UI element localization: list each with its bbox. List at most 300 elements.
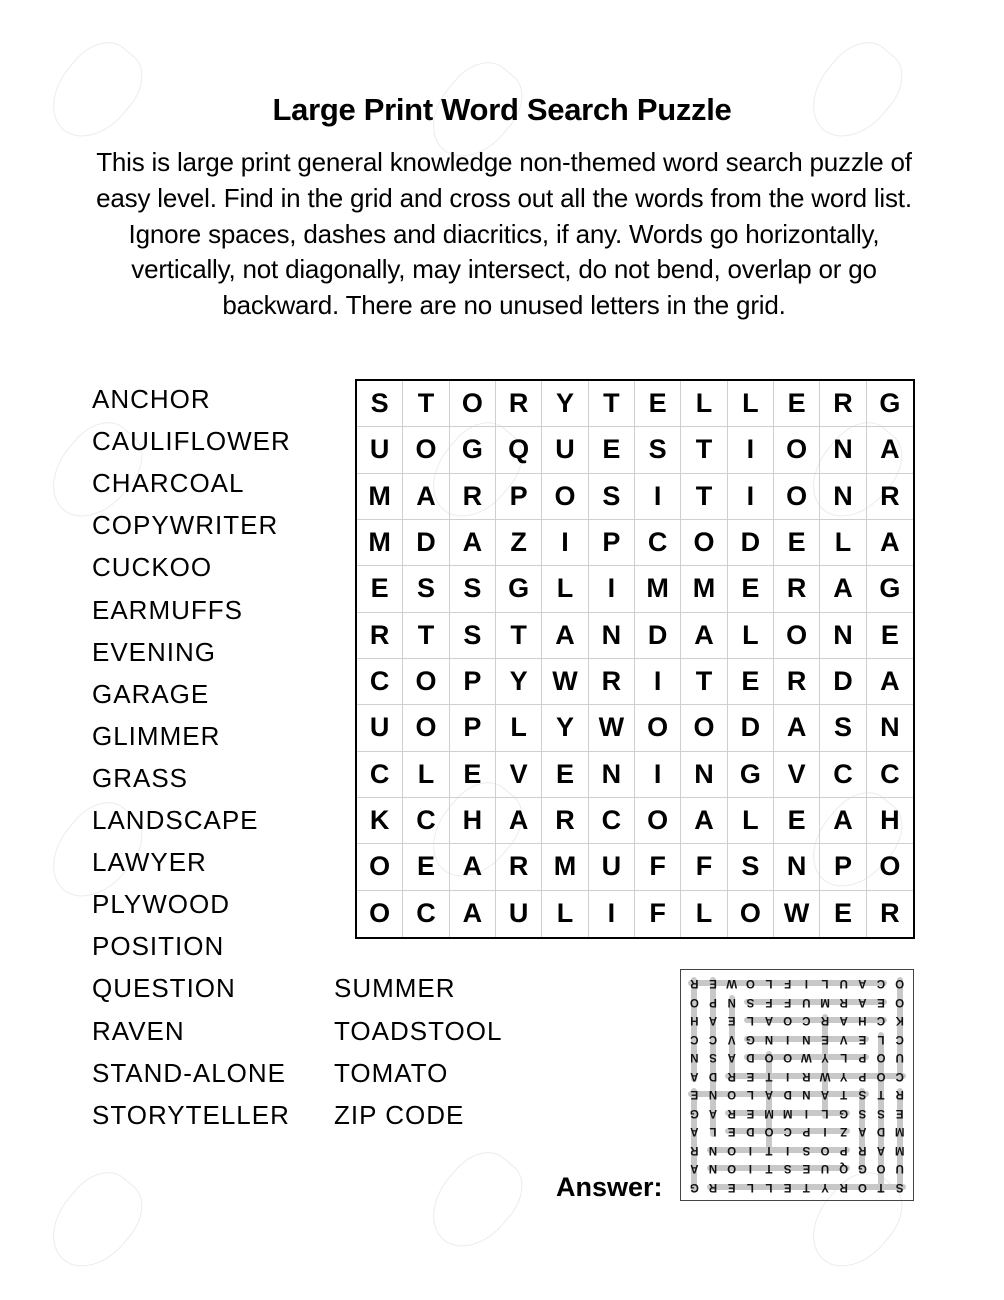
grid-cell[interactable]: O bbox=[403, 659, 449, 705]
grid-cell[interactable]: A bbox=[867, 520, 913, 566]
answer-cell: A bbox=[876, 1143, 886, 1156]
grid-cell[interactable]: A bbox=[820, 798, 866, 844]
answer-cell: E bbox=[746, 1069, 755, 1082]
answer-cell: L bbox=[821, 977, 829, 990]
answer-cell: M bbox=[894, 1125, 905, 1138]
answer-cell: T bbox=[765, 1069, 773, 1082]
answer-cell: C bbox=[895, 1069, 904, 1082]
grid-cell[interactable]: C bbox=[820, 752, 866, 798]
answer-cell: O bbox=[857, 1180, 867, 1193]
answer-cell: A bbox=[839, 1014, 848, 1027]
grid-cell[interactable]: N bbox=[774, 844, 820, 890]
answer-cell: S bbox=[783, 1162, 792, 1175]
word-list-item: GLIMMER bbox=[92, 720, 221, 751]
answer-cell: T bbox=[765, 1162, 773, 1175]
answer-cell: H bbox=[858, 1014, 867, 1027]
grid-cell[interactable]: S bbox=[403, 566, 449, 612]
grid-cell[interactable]: A bbox=[681, 613, 727, 659]
answer-cell: D bbox=[746, 1125, 755, 1138]
answer-cell: C bbox=[708, 1032, 718, 1045]
grid-cell[interactable]: I bbox=[728, 427, 774, 473]
answer-cell: R bbox=[690, 977, 699, 990]
grid-cell[interactable]: E bbox=[867, 613, 913, 659]
grid-cell[interactable]: E bbox=[774, 798, 820, 844]
answer-cell: A bbox=[708, 1106, 718, 1119]
instructions-text: This is large print general knowledge non-themed word search puzzle of easy level. Find in the grid and cross out all the words from the word list. Ignore spaces, dashes and diacritics, if any. Words go horizontally, vertically, not diagonally, may intersect, do not bend, overlap or go backward. There are no unused letters in the grid. bbox=[96, 147, 912, 321]
grid-cell[interactable]: C bbox=[403, 891, 449, 937]
grid-cell[interactable]: O bbox=[450, 381, 496, 427]
answer-cell: T bbox=[877, 1180, 885, 1193]
grid-cell[interactable]: A bbox=[681, 798, 727, 844]
answer-cell: Y bbox=[839, 1069, 848, 1082]
answer-cell: A bbox=[820, 1088, 830, 1101]
grid-cell[interactable]: D bbox=[728, 520, 774, 566]
grid-cell[interactable]: D bbox=[635, 613, 681, 659]
page-title: Large Print Word Search Puzzle bbox=[272, 92, 732, 127]
answer-cell: K bbox=[895, 1014, 904, 1027]
grid-cell[interactable]: E bbox=[635, 381, 681, 427]
answer-cell: E bbox=[783, 1180, 792, 1193]
grid-cell[interactable]: L bbox=[542, 891, 588, 937]
grid-cell[interactable]: A bbox=[450, 844, 496, 890]
grid-cell[interactable]: I bbox=[635, 752, 681, 798]
grid-cell[interactable]: W bbox=[589, 705, 635, 751]
grid-cell[interactable]: R bbox=[589, 659, 635, 705]
grid-cell[interactable]: R bbox=[450, 474, 496, 520]
grid-cell[interactable]: P bbox=[820, 844, 866, 890]
grid-cell[interactable]: D bbox=[728, 705, 774, 751]
answer-cell: O bbox=[764, 1125, 774, 1138]
answer-cell: U bbox=[839, 977, 848, 990]
answer-cell: O bbox=[783, 1014, 793, 1027]
answer-cell: C bbox=[876, 1014, 886, 1027]
grid-cell[interactable]: S bbox=[450, 613, 496, 659]
grid-cell[interactable]: O bbox=[403, 427, 449, 473]
answer-cell: A bbox=[858, 1125, 867, 1138]
answer-cell: R bbox=[727, 1069, 736, 1082]
grid-cell[interactable]: D bbox=[820, 659, 866, 705]
answer-cell: L bbox=[746, 1088, 754, 1101]
grid-cell[interactable]: L bbox=[728, 381, 774, 427]
answer-cell: C bbox=[895, 1032, 904, 1045]
word-list-item: GARAGE bbox=[92, 678, 210, 709]
grid-cell[interactable]: I bbox=[635, 474, 681, 520]
answer-cell: I bbox=[786, 1032, 790, 1045]
grid-cell[interactable]: R bbox=[357, 613, 403, 659]
grid-cell[interactable]: P bbox=[450, 659, 496, 705]
answer-cell: C bbox=[876, 977, 886, 990]
answer-cell: V bbox=[727, 1032, 736, 1045]
grid-cell[interactable]: C bbox=[403, 798, 449, 844]
grid-cell[interactable]: T bbox=[496, 613, 542, 659]
puzzle-grid bbox=[355, 379, 915, 939]
grid-cell[interactable]: Y bbox=[542, 381, 588, 427]
grid-cell[interactable]: U bbox=[589, 844, 635, 890]
answer-cell: L bbox=[877, 1032, 885, 1045]
answer-cell: E bbox=[858, 1032, 867, 1045]
grid-cell[interactable]: W bbox=[774, 891, 820, 937]
answer-cell: N bbox=[690, 1051, 699, 1064]
grid-cell[interactable]: L bbox=[820, 520, 866, 566]
grid-cell[interactable]: S bbox=[589, 474, 635, 520]
answer-cell: E bbox=[727, 1014, 736, 1027]
answer-cell: L bbox=[765, 1180, 773, 1193]
answer-cell: L bbox=[840, 1051, 848, 1064]
grid-cell[interactable]: E bbox=[357, 566, 403, 612]
word-list-item: STORYTELLER bbox=[92, 1099, 290, 1130]
answer-cell: R bbox=[802, 1069, 811, 1082]
answer-cell: I bbox=[804, 1106, 808, 1119]
word-list-item: COPYWRITER bbox=[92, 510, 279, 541]
answer-cell: I bbox=[748, 1143, 752, 1156]
grid-cell[interactable]: H bbox=[450, 798, 496, 844]
answer-cell: U bbox=[820, 1162, 830, 1175]
grid-cell[interactable]: L bbox=[728, 613, 774, 659]
grid-cell[interactable]: O bbox=[635, 705, 681, 751]
grid-cell[interactable]: I bbox=[542, 520, 588, 566]
grid-cell[interactable]: U bbox=[357, 427, 403, 473]
grid-cell[interactable]: N bbox=[589, 613, 635, 659]
answer-cell: O bbox=[876, 1162, 886, 1175]
grid-cell[interactable]: A bbox=[496, 798, 542, 844]
answer-cell: E bbox=[802, 1162, 811, 1175]
answer-cell: T bbox=[840, 1088, 848, 1101]
grid-cell[interactable]: M bbox=[357, 520, 403, 566]
word-list-item: ZIP CODE bbox=[334, 1099, 465, 1130]
grid-cell[interactable]: A bbox=[403, 474, 449, 520]
grid-cell[interactable]: O bbox=[542, 474, 588, 520]
grid-cell[interactable]: E bbox=[589, 427, 635, 473]
grid-cell[interactable]: L bbox=[403, 752, 449, 798]
grid-cell[interactable]: V bbox=[496, 752, 542, 798]
answer-cell: R bbox=[708, 1180, 718, 1193]
grid-cell[interactable]: G bbox=[496, 566, 542, 612]
grid-cell[interactable]: G bbox=[867, 381, 913, 427]
answer-cell: L bbox=[709, 1125, 717, 1138]
word-list-item: EVENING bbox=[92, 636, 217, 667]
answer-cell: P bbox=[858, 1051, 867, 1064]
answer-cell: W bbox=[819, 1069, 831, 1082]
answer-cell: N bbox=[727, 995, 736, 1008]
word-list-item: QUESTION bbox=[92, 973, 236, 1004]
answer-cell: E bbox=[895, 1106, 904, 1119]
answer-cell: S bbox=[858, 1088, 867, 1101]
grid-cell[interactable]: N bbox=[820, 427, 866, 473]
grid-cell[interactable]: S bbox=[820, 705, 866, 751]
grid-cell[interactable]: E bbox=[542, 752, 588, 798]
grid-cell[interactable]: R bbox=[774, 566, 820, 612]
answer-cell: R bbox=[727, 1106, 736, 1119]
grid-cell[interactable]: H bbox=[867, 798, 913, 844]
grid-cell[interactable]: V bbox=[774, 752, 820, 798]
answer-cell: O bbox=[727, 1162, 737, 1175]
answer-cell: A bbox=[690, 1069, 699, 1082]
word-list-item: LANDSCAPE bbox=[92, 805, 259, 835]
grid-cell[interactable]: I bbox=[589, 566, 635, 612]
grid-cell[interactable]: Y bbox=[496, 659, 542, 705]
grid-cell[interactable]: L bbox=[496, 705, 542, 751]
answer-cell: P bbox=[709, 995, 717, 1008]
grid-cell[interactable]: N bbox=[820, 474, 866, 520]
grid-cell[interactable]: O bbox=[728, 891, 774, 937]
grid-cell[interactable]: O bbox=[681, 520, 727, 566]
answer-cell: Q bbox=[839, 1162, 849, 1175]
grid-cell[interactable]: N bbox=[867, 705, 913, 751]
grid-cell[interactable]: L bbox=[728, 798, 774, 844]
answer-label: Answer: bbox=[556, 1172, 663, 1202]
answer-cell: D bbox=[783, 1088, 792, 1101]
answer-key-grid bbox=[680, 969, 914, 1201]
grid-cell[interactable]: S bbox=[357, 381, 403, 427]
grid-cell[interactable]: Y bbox=[542, 705, 588, 751]
word-list-item: PLYWOOD bbox=[92, 889, 230, 920]
grid-cell[interactable]: L bbox=[681, 381, 727, 427]
answer-cell: R bbox=[820, 1014, 830, 1027]
answer-cell: G bbox=[839, 1106, 849, 1119]
grid-cell[interactable]: T bbox=[403, 613, 449, 659]
word-list-item: CHARCOAL bbox=[92, 468, 245, 499]
grid-cell[interactable]: E bbox=[774, 520, 820, 566]
answer-cell: O bbox=[764, 1051, 774, 1064]
answer-cell: G bbox=[857, 1162, 867, 1175]
answer-cell: O bbox=[876, 1051, 886, 1064]
word-list-item: STAND-ALONE bbox=[92, 1057, 286, 1088]
grid-cell[interactable]: U bbox=[542, 427, 588, 473]
answer-cell: R bbox=[858, 1143, 867, 1156]
grid-cell[interactable]: C bbox=[635, 520, 681, 566]
word-list-item: SUMMER bbox=[334, 973, 456, 1004]
grid-cell[interactable]: I bbox=[728, 474, 774, 520]
grid-cell[interactable]: G bbox=[728, 752, 774, 798]
grid-cell[interactable]: N bbox=[681, 752, 727, 798]
answer-key-cells bbox=[685, 974, 909, 1196]
grid-cell[interactable]: S bbox=[728, 844, 774, 890]
answer-cell: M bbox=[782, 1106, 793, 1119]
answer-cell: G bbox=[689, 1106, 699, 1119]
grid-cell[interactable]: E bbox=[728, 659, 774, 705]
grid-cell[interactable]: N bbox=[820, 613, 866, 659]
answer-cell: D bbox=[746, 1051, 755, 1064]
answer-cell: A bbox=[858, 977, 867, 990]
word-list-item: TOMATO bbox=[334, 1057, 449, 1088]
grid-cell[interactable]: U bbox=[357, 705, 403, 751]
answer-cell: U bbox=[895, 1162, 904, 1175]
grid-cell[interactable]: T bbox=[681, 659, 727, 705]
answer-cell: T bbox=[877, 1088, 885, 1101]
grid-cell[interactable]: A bbox=[450, 891, 496, 937]
grid-cell[interactable]: G bbox=[867, 566, 913, 612]
grid-cell[interactable]: T bbox=[681, 427, 727, 473]
grid-cell[interactable]: S bbox=[450, 566, 496, 612]
grid-cell[interactable]: N bbox=[589, 752, 635, 798]
answer-cell: S bbox=[802, 1143, 811, 1156]
answer-cell: A bbox=[727, 1051, 736, 1064]
watermark-icon bbox=[796, 29, 917, 153]
grid-cell[interactable]: O bbox=[774, 427, 820, 473]
answer-cell: A bbox=[764, 1088, 774, 1101]
grid-cell[interactable]: A bbox=[867, 659, 913, 705]
answer-cell: O bbox=[727, 1088, 737, 1101]
grid-cell[interactable]: R bbox=[496, 381, 542, 427]
answer-cell: A bbox=[764, 1014, 774, 1027]
word-list-item: LAWYER bbox=[92, 847, 207, 878]
grid-cell[interactable]: K bbox=[357, 798, 403, 844]
grid-cell[interactable]: E bbox=[728, 566, 774, 612]
grid-cell[interactable]: A bbox=[450, 520, 496, 566]
grid-cell[interactable]: Q bbox=[496, 427, 542, 473]
answer-cell: S bbox=[877, 1106, 885, 1119]
answer-cell: C bbox=[690, 1032, 699, 1045]
word-list-item: TOADSTOOL bbox=[334, 1015, 503, 1046]
answer-cell: I bbox=[804, 977, 808, 990]
answer-cell: Y bbox=[821, 1051, 829, 1064]
grid-cell[interactable]: A bbox=[542, 613, 588, 659]
answer-cell: D bbox=[708, 1069, 718, 1082]
answer-cell: N bbox=[764, 1032, 774, 1045]
answer-cell: Z bbox=[840, 1125, 848, 1138]
grid-cell[interactable]: M bbox=[681, 566, 727, 612]
answer-cell: N bbox=[708, 1143, 718, 1156]
answer-cell: A bbox=[708, 1014, 718, 1027]
watermark-icon bbox=[416, 1139, 537, 1263]
answer-cell: E bbox=[727, 1125, 736, 1138]
answer-cell: R bbox=[690, 1143, 699, 1156]
grid-cell[interactable]: O bbox=[774, 474, 820, 520]
grid-cell[interactable]: T bbox=[403, 381, 449, 427]
answer-cell: I bbox=[748, 1162, 752, 1175]
answer-cell: F bbox=[784, 995, 792, 1008]
answer-cell: C bbox=[783, 1125, 792, 1138]
answer-cell: O bbox=[689, 995, 699, 1008]
word-list-item: CUCKOO bbox=[92, 552, 213, 583]
answer-cell: U bbox=[802, 995, 811, 1008]
answer-cell: A bbox=[690, 1162, 699, 1175]
grid-cell[interactable]: R bbox=[820, 381, 866, 427]
answer-cell: F bbox=[784, 977, 792, 990]
answer-cell: R bbox=[839, 1180, 848, 1193]
answer-cell: I bbox=[823, 1125, 827, 1138]
grid-cell[interactable]: T bbox=[589, 381, 635, 427]
grid-cell[interactable]: A bbox=[867, 427, 913, 473]
grid-cell[interactable]: L bbox=[542, 566, 588, 612]
answer-cell: T bbox=[802, 1180, 810, 1193]
grid-cell[interactable]: P bbox=[450, 705, 496, 751]
answer-cell: E bbox=[821, 1032, 829, 1045]
grid-cell[interactable]: C bbox=[589, 798, 635, 844]
answer-cell: R bbox=[839, 995, 848, 1008]
answer-cell: F bbox=[765, 995, 773, 1008]
grid-cell[interactable]: R bbox=[542, 798, 588, 844]
answer-cell: A bbox=[690, 1125, 699, 1138]
grid-cell[interactable]: F bbox=[635, 891, 681, 937]
answer-cell: S bbox=[709, 1051, 717, 1064]
grid-cell[interactable]: G bbox=[450, 427, 496, 473]
answer-cell: U bbox=[895, 1051, 904, 1064]
watermark-icon bbox=[36, 29, 157, 153]
answer-cell: S bbox=[895, 1180, 904, 1193]
grid-cell[interactable]: R bbox=[774, 659, 820, 705]
answer-cell: E bbox=[709, 977, 717, 990]
grid-cell[interactable]: F bbox=[635, 844, 681, 890]
answer-cell: I bbox=[786, 1069, 790, 1082]
grid-cell[interactable]: O bbox=[681, 705, 727, 751]
grid-cell[interactable]: E bbox=[820, 891, 866, 937]
grid-cell[interactable]: R bbox=[867, 474, 913, 520]
answer-cell: D bbox=[876, 1125, 886, 1138]
answer-cell: V bbox=[839, 1032, 848, 1045]
answer-cell: S bbox=[858, 1106, 867, 1119]
answer-cell: L bbox=[765, 977, 773, 990]
grid-cell[interactable]: F bbox=[681, 844, 727, 890]
answer-cell: H bbox=[690, 1014, 699, 1027]
answer-cell: E bbox=[690, 1088, 699, 1101]
grid-cell[interactable]: C bbox=[357, 659, 403, 705]
grid-cell[interactable]: I bbox=[589, 891, 635, 937]
grid-cell[interactable]: C bbox=[867, 752, 913, 798]
grid-cell[interactable]: O bbox=[867, 844, 913, 890]
answer-cell: N bbox=[708, 1162, 718, 1175]
grid-cell[interactable]: O bbox=[403, 705, 449, 751]
answer-cell: P bbox=[858, 1069, 867, 1082]
answer-cell: S bbox=[746, 995, 755, 1008]
answer-cell: O bbox=[895, 977, 905, 990]
answer-cell: L bbox=[821, 1106, 829, 1119]
word-list-item: GRASS bbox=[92, 762, 189, 793]
grid-cell[interactable]: E bbox=[450, 752, 496, 798]
answer-cell: P bbox=[802, 1125, 811, 1138]
grid-cell[interactable]: A bbox=[774, 705, 820, 751]
grid-cell[interactable]: R bbox=[496, 844, 542, 890]
word-list-item: POSITION bbox=[92, 931, 225, 962]
grid-cell[interactable]: S bbox=[635, 427, 681, 473]
answer-cell: M bbox=[764, 1106, 774, 1119]
answer-cell: O bbox=[895, 995, 905, 1008]
grid-cell[interactable]: O bbox=[357, 844, 403, 890]
answer-cell: R bbox=[895, 1088, 904, 1101]
grid-cell[interactable]: O bbox=[357, 891, 403, 937]
answer-cell: M bbox=[894, 1143, 905, 1156]
grid-cell[interactable]: W bbox=[542, 659, 588, 705]
grid-cell[interactable]: U bbox=[496, 891, 542, 937]
grid-cell[interactable]: P bbox=[496, 474, 542, 520]
answer-cell: P bbox=[839, 1143, 848, 1156]
answer-cell: M bbox=[820, 995, 830, 1008]
grid-cell[interactable]: L bbox=[681, 891, 727, 937]
grid-cell[interactable]: M bbox=[357, 474, 403, 520]
grid-cell[interactable]: R bbox=[880, 898, 900, 929]
answer-cell: O bbox=[783, 1051, 793, 1064]
grid-cell[interactable]: T bbox=[681, 474, 727, 520]
grid-cell[interactable]: E bbox=[774, 381, 820, 427]
grid-cell[interactable]: A bbox=[820, 566, 866, 612]
grid-cell[interactable]: O bbox=[774, 613, 820, 659]
grid-cell[interactable]: C bbox=[357, 752, 403, 798]
grid-cell[interactable]: Z bbox=[496, 520, 542, 566]
grid-cell[interactable]: P bbox=[589, 520, 635, 566]
answer-cell: I bbox=[786, 1143, 790, 1156]
answer-cell: A bbox=[858, 995, 867, 1008]
grid-cell[interactable]: I bbox=[635, 659, 681, 705]
grid-cell[interactable]: E bbox=[403, 844, 449, 890]
answer-cell: O bbox=[820, 1143, 830, 1156]
answer-cell: C bbox=[802, 1014, 811, 1027]
grid-cell[interactable]: D bbox=[403, 520, 449, 566]
word-list-item: ANCHOR bbox=[92, 384, 211, 414]
grid-cell[interactable]: M bbox=[542, 844, 588, 890]
answer-cell: W bbox=[726, 977, 738, 990]
grid-cell[interactable]: O bbox=[635, 798, 681, 844]
grid-cell[interactable]: M bbox=[635, 566, 681, 612]
